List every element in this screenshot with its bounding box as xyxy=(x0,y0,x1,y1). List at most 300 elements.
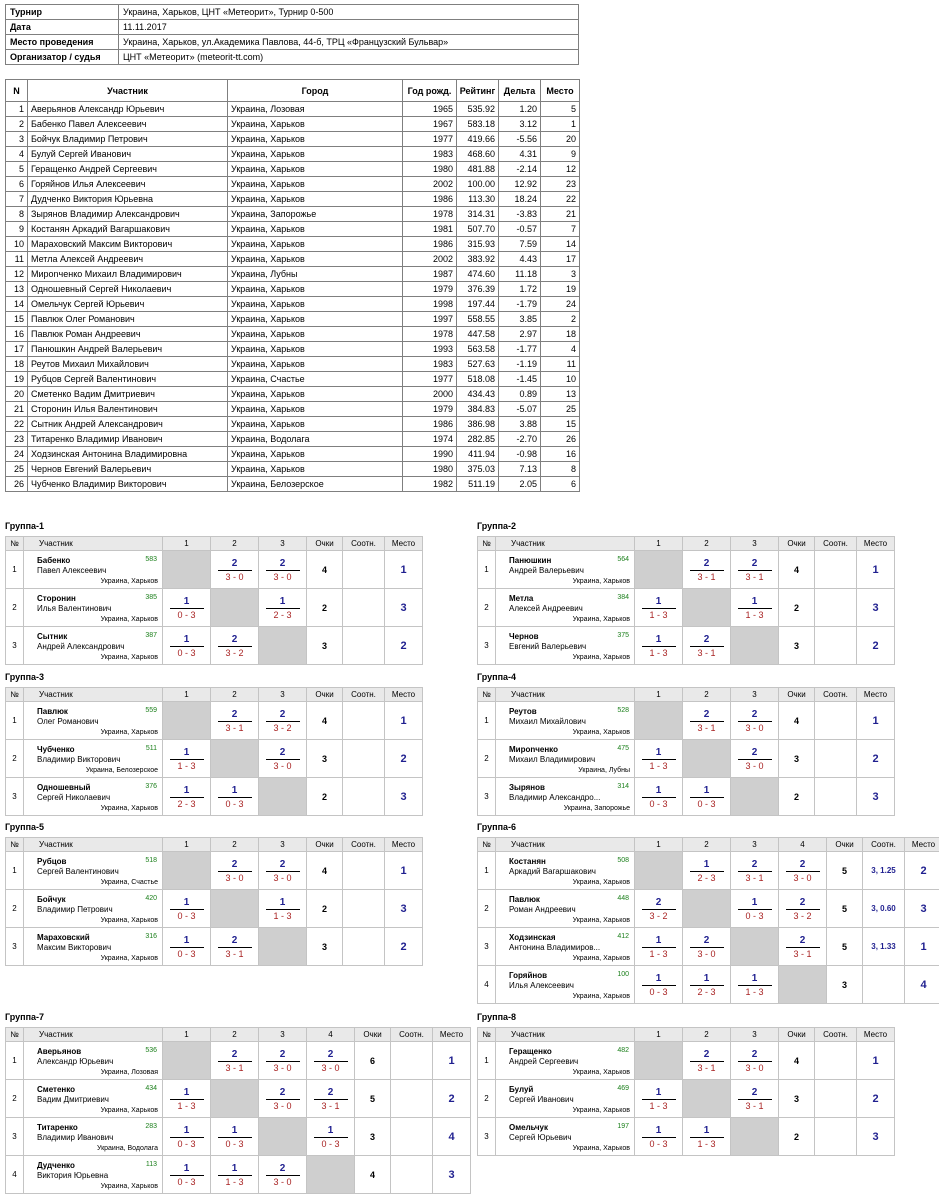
participant-cell: 1 xyxy=(6,102,28,117)
participant-cell: -2.14 xyxy=(499,162,541,177)
match-result xyxy=(259,890,307,928)
player-city: Украина, Харьков xyxy=(572,955,630,962)
group-row xyxy=(478,1080,895,1118)
row-number: 2 xyxy=(478,589,496,627)
col-opponent: 2 xyxy=(211,838,259,852)
match-result xyxy=(635,928,683,966)
participant-cell: 11 xyxy=(541,357,580,372)
match-score: 3 - 0 xyxy=(273,1100,292,1111)
match-result xyxy=(163,1080,211,1118)
participant-cell: 1983 xyxy=(403,147,457,162)
row-number: 2 xyxy=(6,890,24,928)
match-score: 0 - 3 xyxy=(177,609,196,620)
participant-cell: 1979 xyxy=(403,402,457,417)
participant-cell: Зырянов Владимир Александрович xyxy=(28,207,228,222)
match-score: 3 - 1 xyxy=(745,571,764,582)
total-points: 3 xyxy=(307,627,343,665)
player-name: Александр Юрьевич xyxy=(37,1057,114,1066)
group-table xyxy=(5,1027,471,1194)
group-title: Группа-5 xyxy=(5,822,45,832)
match-points: 1 xyxy=(655,784,662,796)
participant-row xyxy=(6,282,580,297)
match-points: 1 xyxy=(655,746,662,758)
ratio xyxy=(343,928,385,966)
participant-cell: Чубченко Владимир Викторович xyxy=(28,477,228,492)
participant-cell: 2 xyxy=(541,312,580,327)
participant-cell: Мараховский Максим Викторович xyxy=(28,237,228,252)
participant-cell: 386.98 xyxy=(457,417,499,432)
row-number: 1 xyxy=(6,852,24,890)
player-city: Украина, Харьков xyxy=(572,654,630,661)
player-rating: 564 xyxy=(617,556,629,563)
participant-cell: 6 xyxy=(541,477,580,492)
participant-cell: Украина, Харьков xyxy=(228,237,403,252)
self-cell xyxy=(731,928,779,966)
player-surname: Павлюк xyxy=(37,707,68,716)
group-place: 4 xyxy=(905,966,939,1004)
participant-cell: Метла Алексей Андреевич xyxy=(28,252,228,267)
self-cell xyxy=(731,627,779,665)
match-points: 2 xyxy=(279,1162,286,1174)
participant-row xyxy=(6,357,580,372)
participant-cell: Сытник Андрей Александрович xyxy=(28,417,228,432)
ratio xyxy=(815,551,857,589)
score-divider xyxy=(690,721,724,722)
match-result xyxy=(211,1042,259,1080)
participant-cell: 11 xyxy=(6,252,28,267)
match-score: 1 - 3 xyxy=(649,647,668,658)
player-surname: Сметенко xyxy=(37,1085,76,1094)
match-score: 3 - 0 xyxy=(793,872,812,883)
match-score: 3 - 0 xyxy=(273,571,292,582)
col-number: № xyxy=(478,688,496,702)
participant-cell: 11.18 xyxy=(499,267,541,282)
col-points: Очки xyxy=(307,537,343,551)
player-cell xyxy=(24,740,163,778)
score-divider xyxy=(218,947,252,948)
player-rating: 482 xyxy=(617,1047,629,1054)
score-divider xyxy=(738,721,772,722)
participant-cell: 315.93 xyxy=(457,237,499,252)
participant-row xyxy=(6,447,580,462)
match-result xyxy=(731,1042,779,1080)
participant-row xyxy=(6,102,580,117)
participants-table xyxy=(5,79,580,492)
participant-cell: 18.24 xyxy=(499,192,541,207)
match-score: 1 - 3 xyxy=(649,1100,668,1111)
participant-cell: 0.89 xyxy=(499,387,541,402)
self-cell xyxy=(307,1156,355,1194)
player-city: Украина, Харьков xyxy=(100,578,158,585)
score-divider xyxy=(690,985,724,986)
participant-row xyxy=(6,147,580,162)
participant-cell: -3.83 xyxy=(499,207,541,222)
participant-row xyxy=(6,387,580,402)
participant-cell: 1980 xyxy=(403,162,457,177)
participant-row xyxy=(6,372,580,387)
score-divider xyxy=(314,1099,348,1100)
match-score: 2 - 3 xyxy=(273,609,292,620)
match-result xyxy=(683,928,731,966)
match-score: 1 - 3 xyxy=(697,1138,716,1149)
group-place: 1 xyxy=(385,551,423,589)
row-number: 1 xyxy=(478,1042,496,1080)
ratio xyxy=(815,778,857,816)
match-score: 2 - 3 xyxy=(177,798,196,809)
row-number: 2 xyxy=(6,1080,24,1118)
player-surname: Чубченко xyxy=(37,745,75,754)
group-table xyxy=(477,1027,895,1156)
player-city: Украина, Водолага xyxy=(96,1145,158,1152)
col-opponent: 1 xyxy=(163,1028,211,1042)
match-result xyxy=(731,852,779,890)
player-city: Украина, Харьков xyxy=(572,1069,630,1076)
match-result xyxy=(683,966,731,1004)
participant-cell: 4 xyxy=(6,147,28,162)
match-points: 2 xyxy=(751,746,758,758)
participant-cell: 7 xyxy=(6,192,28,207)
total-points: 5 xyxy=(355,1080,391,1118)
info-value: Украина, Харьков, ЦНТ «Метеорит», Турнир 0-500 xyxy=(119,5,579,20)
col-opponent: 2 xyxy=(683,688,731,702)
match-points: 1 xyxy=(183,1162,190,1174)
participant-cell: 447.58 xyxy=(457,327,499,342)
column-header: Участник xyxy=(28,80,228,102)
ratio: 3, 0.60 xyxy=(863,890,905,928)
group-title: Группа-3 xyxy=(5,672,45,682)
player-name: Алексей Андреевич xyxy=(509,604,583,613)
match-result xyxy=(259,1042,307,1080)
participant-cell: 583.18 xyxy=(457,117,499,132)
player-city: Украина, Запорожье xyxy=(563,805,630,812)
match-result xyxy=(163,778,211,816)
score-divider xyxy=(738,985,772,986)
ratio xyxy=(391,1080,433,1118)
participant-cell: 527.63 xyxy=(457,357,499,372)
match-result xyxy=(731,966,779,1004)
score-divider xyxy=(170,608,204,609)
player-cell xyxy=(496,1042,635,1080)
match-score: 3 - 1 xyxy=(697,1062,716,1073)
col-player: Участник xyxy=(24,1028,163,1042)
match-points: 2 xyxy=(751,557,758,569)
score-divider xyxy=(738,1099,772,1100)
match-result xyxy=(683,551,731,589)
group-place: 3 xyxy=(857,589,895,627)
score-divider xyxy=(690,947,724,948)
group-place: 3 xyxy=(857,1118,895,1156)
participants-header-row xyxy=(6,80,580,102)
match-result xyxy=(259,852,307,890)
total-points: 2 xyxy=(779,1118,815,1156)
col-points: Очки xyxy=(779,537,815,551)
ratio xyxy=(343,852,385,890)
participant-cell: Титаренко Владимир Иванович xyxy=(28,432,228,447)
score-divider xyxy=(690,871,724,872)
match-points: 2 xyxy=(655,896,662,908)
match-result xyxy=(683,702,731,740)
player-name: Антонина Владимиров... xyxy=(509,943,601,952)
group-table xyxy=(477,536,895,665)
col-number: № xyxy=(6,688,24,702)
player-city: Украина, Лозовая xyxy=(100,1069,158,1076)
player-rating: 434 xyxy=(145,1085,157,1092)
match-points: 2 xyxy=(799,858,806,870)
player-rating: 559 xyxy=(145,707,157,714)
participant-cell: 518.08 xyxy=(457,372,499,387)
match-result xyxy=(211,702,259,740)
group-1 xyxy=(5,521,418,665)
participant-cell: 1979 xyxy=(403,282,457,297)
match-points: 2 xyxy=(751,858,758,870)
match-result xyxy=(211,1156,259,1194)
player-city: Украина, Харьков xyxy=(572,879,630,886)
participant-cell: Украина, Харьков xyxy=(228,297,403,312)
self-cell xyxy=(211,1080,259,1118)
match-result xyxy=(779,852,827,890)
col-opponent: 4 xyxy=(779,838,827,852)
match-points: 2 xyxy=(751,1086,758,1098)
group-8 xyxy=(477,1012,890,1156)
score-divider xyxy=(738,1061,772,1062)
player-name: Павел Алексеевич xyxy=(37,566,107,575)
participant-cell: 23 xyxy=(541,177,580,192)
match-points: 1 xyxy=(231,1162,238,1174)
match-result xyxy=(635,1080,683,1118)
match-result xyxy=(163,1156,211,1194)
match-score: 3 - 0 xyxy=(697,948,716,959)
group-row xyxy=(478,966,939,1004)
player-rating: 387 xyxy=(145,632,157,639)
group-row xyxy=(6,890,423,928)
match-score: 1 - 3 xyxy=(177,760,196,771)
score-divider xyxy=(266,570,300,571)
group-place: 4 xyxy=(433,1118,471,1156)
total-points: 4 xyxy=(779,551,815,589)
match-score: 1 - 3 xyxy=(649,948,668,959)
participant-cell: 474.60 xyxy=(457,267,499,282)
score-divider xyxy=(314,1061,348,1062)
participant-row xyxy=(6,192,580,207)
total-points: 5 xyxy=(827,928,863,966)
player-city: Украина, Харьков xyxy=(572,729,630,736)
match-score: 3 - 0 xyxy=(225,571,244,582)
self-cell xyxy=(635,1042,683,1080)
match-score: 3 - 0 xyxy=(745,722,764,733)
total-points: 3 xyxy=(355,1118,391,1156)
match-score: 0 - 3 xyxy=(177,1176,196,1187)
col-ratio: Соотн. xyxy=(815,537,857,551)
participant-cell: Панюшкин Андрей Валерьевич xyxy=(28,342,228,357)
col-place: Место xyxy=(857,537,895,551)
participant-cell: 26 xyxy=(541,432,580,447)
match-result xyxy=(635,740,683,778)
group-row xyxy=(478,627,895,665)
group-table xyxy=(477,837,939,1004)
col-points: Очки xyxy=(307,838,343,852)
participant-row xyxy=(6,237,580,252)
match-points: 2 xyxy=(799,934,806,946)
player-name: Владимир Петрович xyxy=(37,905,113,914)
match-score: 1 - 3 xyxy=(649,760,668,771)
score-divider xyxy=(786,909,820,910)
info-key: Организатор / судья xyxy=(6,50,119,65)
participant-cell: 1977 xyxy=(403,132,457,147)
player-surname: Бабенко xyxy=(37,556,71,565)
player-cell xyxy=(496,551,635,589)
match-result xyxy=(163,928,211,966)
total-points: 3 xyxy=(779,627,815,665)
group-place: 3 xyxy=(385,890,423,928)
group-row xyxy=(478,702,895,740)
match-result xyxy=(211,778,259,816)
group-header-row xyxy=(6,838,423,852)
match-result xyxy=(163,740,211,778)
score-divider xyxy=(218,721,252,722)
match-points: 1 xyxy=(703,1124,710,1136)
player-surname: Рубцов xyxy=(37,857,67,866)
column-header: Город xyxy=(228,80,403,102)
participant-cell: Украина, Харьков xyxy=(228,252,403,267)
score-divider xyxy=(170,646,204,647)
self-cell xyxy=(683,1080,731,1118)
col-opponent: 1 xyxy=(163,838,211,852)
group-header-row xyxy=(478,537,895,551)
participant-row xyxy=(6,327,580,342)
group-table xyxy=(477,687,895,816)
participant-cell: 197.44 xyxy=(457,297,499,312)
match-result xyxy=(307,1118,355,1156)
match-score: 3 - 1 xyxy=(793,948,812,959)
score-divider xyxy=(266,1099,300,1100)
player-city: Украина, Харьков xyxy=(100,1183,158,1190)
match-result xyxy=(635,627,683,665)
player-name: Максим Викторович xyxy=(37,943,112,952)
col-opponent: 3 xyxy=(259,838,307,852)
player-cell xyxy=(496,1118,635,1156)
participant-row xyxy=(6,402,580,417)
player-surname: Чернов xyxy=(509,632,539,641)
match-points: 2 xyxy=(799,896,806,908)
col-number: № xyxy=(6,537,24,551)
match-score: 3 - 2 xyxy=(793,910,812,921)
participant-cell: 1 xyxy=(541,117,580,132)
match-points: 2 xyxy=(703,633,710,645)
match-points: 1 xyxy=(703,972,710,984)
match-points: 1 xyxy=(183,746,190,758)
participant-cell: -0.98 xyxy=(499,447,541,462)
player-name: Сергей Иванович xyxy=(509,1095,574,1104)
group-6 xyxy=(477,822,939,1004)
self-cell xyxy=(211,589,259,627)
score-divider xyxy=(690,570,724,571)
match-score: 3 - 0 xyxy=(745,1062,764,1073)
participant-cell: 419.66 xyxy=(457,132,499,147)
total-points: 4 xyxy=(779,1042,815,1080)
match-result xyxy=(211,928,259,966)
group-header-row xyxy=(478,838,939,852)
group-row xyxy=(6,928,423,966)
ratio xyxy=(343,890,385,928)
player-city: Украина, Харьков xyxy=(572,616,630,623)
participant-cell: Ходзинская Антонина Владимировна xyxy=(28,447,228,462)
score-divider xyxy=(218,646,252,647)
group-row xyxy=(478,852,939,890)
ratio xyxy=(391,1118,433,1156)
participant-cell: 375.03 xyxy=(457,462,499,477)
ratio: 3, 1.25 xyxy=(863,852,905,890)
match-score: 3 - 1 xyxy=(697,571,716,582)
score-divider xyxy=(690,646,724,647)
player-surname: Костанян xyxy=(509,857,546,866)
player-cell xyxy=(24,778,163,816)
group-row xyxy=(6,627,423,665)
match-result xyxy=(259,589,307,627)
group-row xyxy=(478,589,895,627)
participant-cell: Чернов Евгений Валерьевич xyxy=(28,462,228,477)
group-row xyxy=(6,1156,471,1194)
player-rating: 511 xyxy=(145,745,157,752)
group-place: 2 xyxy=(857,1080,895,1118)
participant-cell: Украина, Харьков xyxy=(228,402,403,417)
participant-cell: 17 xyxy=(541,252,580,267)
player-surname: Ходзинская xyxy=(509,933,556,942)
match-result xyxy=(731,890,779,928)
group-table xyxy=(5,687,423,816)
group-place: 1 xyxy=(857,702,895,740)
participant-cell: -0.57 xyxy=(499,222,541,237)
player-name: Сергей Юрьевич xyxy=(509,1133,572,1142)
match-score: 3 - 0 xyxy=(273,872,292,883)
participant-cell: Украина, Харьков xyxy=(228,132,403,147)
match-points: 2 xyxy=(231,858,238,870)
match-points: 1 xyxy=(327,1124,334,1136)
row-number: 2 xyxy=(478,890,496,928)
player-name: Владимир Александро... xyxy=(509,793,601,802)
total-points: 4 xyxy=(779,702,815,740)
player-name: Роман Андреевич xyxy=(509,905,576,914)
row-number: 3 xyxy=(6,778,24,816)
participant-cell: 20 xyxy=(541,132,580,147)
participant-cell: 3.85 xyxy=(499,312,541,327)
col-opponent: 2 xyxy=(211,688,259,702)
player-surname: Аверьянов xyxy=(37,1047,82,1056)
participant-row xyxy=(6,342,580,357)
match-result xyxy=(731,702,779,740)
score-divider xyxy=(690,1061,724,1062)
group-row xyxy=(6,740,423,778)
match-score: 0 - 3 xyxy=(745,910,764,921)
self-cell xyxy=(163,1042,211,1080)
col-ratio: Соотн. xyxy=(815,1028,857,1042)
participant-cell: 481.88 xyxy=(457,162,499,177)
player-name: Андрей Валерьевич xyxy=(509,566,584,575)
player-rating: 197 xyxy=(617,1123,629,1130)
participant-cell: 1983 xyxy=(403,357,457,372)
score-divider xyxy=(218,570,252,571)
score-divider xyxy=(170,759,204,760)
group-3 xyxy=(5,672,418,816)
total-points: 4 xyxy=(355,1156,391,1194)
participant-cell: 314.31 xyxy=(457,207,499,222)
participant-cell: 1977 xyxy=(403,372,457,387)
participant-cell: 282.85 xyxy=(457,432,499,447)
col-opponent: 1 xyxy=(635,688,683,702)
match-points: 2 xyxy=(751,708,758,720)
group-row xyxy=(6,589,423,627)
player-rating: 469 xyxy=(617,1085,629,1092)
total-points: 2 xyxy=(307,589,343,627)
